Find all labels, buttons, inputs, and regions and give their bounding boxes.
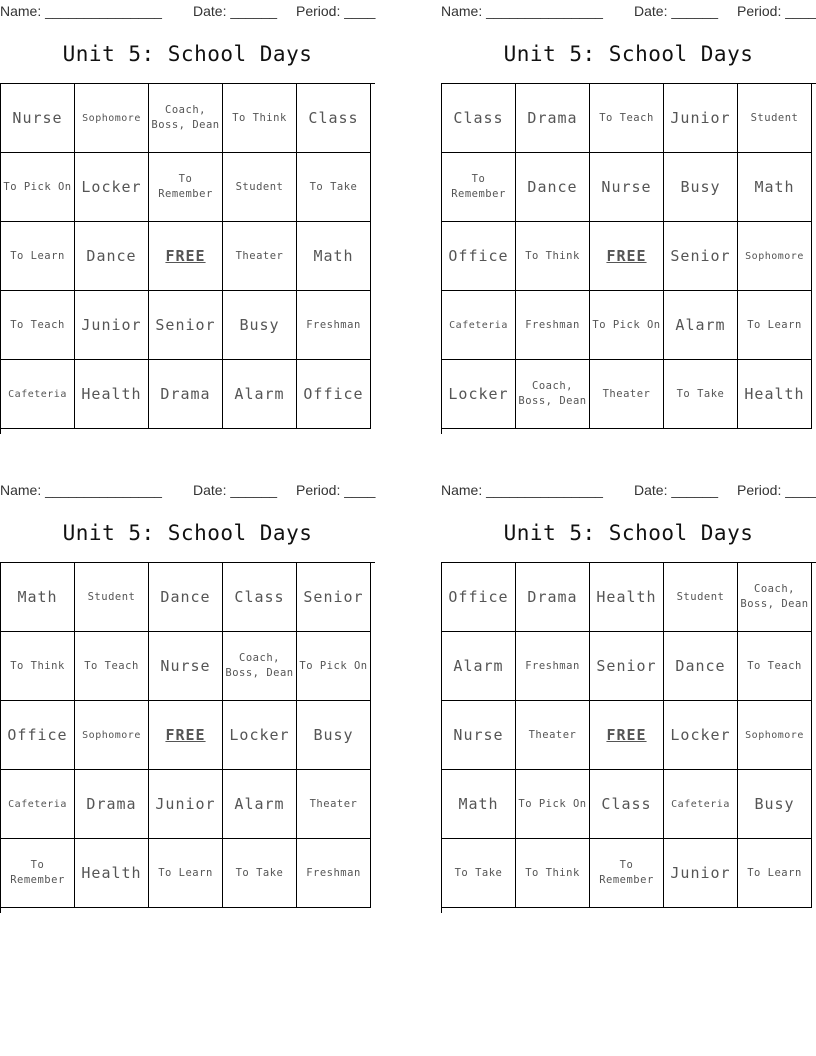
free-space: FREE [590, 701, 664, 770]
bingo-cell: Theater [297, 770, 371, 839]
bingo-cell: Nurse [149, 632, 223, 701]
bingo-cell: Locker [664, 701, 738, 770]
bingo-cell: Junior [664, 84, 738, 153]
card-title: Unit 5: School Days [62, 521, 313, 545]
bingo-grid [0, 562, 375, 913]
bingo-cell: Drama [516, 84, 590, 153]
bingo-cell: Freshman [297, 839, 371, 908]
bingo-cell: Alarm [223, 770, 297, 839]
bingo-cell: Busy [223, 291, 297, 360]
bingo-cell: Alarm [442, 632, 516, 701]
bingo-cell: To Remember [1, 839, 75, 908]
bingo-cell: Alarm [664, 291, 738, 360]
card-header [0, 479, 375, 499]
bingo-cell: To Think [516, 839, 590, 908]
bingo-cell: Office [442, 563, 516, 632]
bingo-cell: Coach, Boss, Dean [738, 563, 812, 632]
bingo-cell: Theater [516, 701, 590, 770]
bingo-cell: Locker [223, 701, 297, 770]
bingo-cell: Dance [149, 563, 223, 632]
bingo-cell: Dance [664, 632, 738, 701]
bingo-cell: Theater [590, 360, 664, 429]
bingo-cell: To Take [664, 360, 738, 429]
card-title: Unit 5: School Days [62, 42, 313, 66]
bingo-cell: To Take [297, 153, 371, 222]
date-label: Date: ______ [634, 3, 719, 19]
bingo-cell: To Pick On [590, 291, 664, 360]
bingo-cell: Drama [75, 770, 149, 839]
bingo-cell: Class [223, 563, 297, 632]
bingo-cell: Coach, Boss, Dean [149, 84, 223, 153]
bingo-cell: Cafeteria [664, 770, 738, 839]
bingo-cell: Office [442, 222, 516, 291]
bingo-cell: Math [297, 222, 371, 291]
date-label: Date: ______ [193, 482, 278, 498]
bingo-cell: To Take [442, 839, 516, 908]
bingo-cell: To Learn [738, 291, 812, 360]
bingo-cell: Cafeteria [1, 360, 75, 429]
bingo-cell: Junior [75, 291, 149, 360]
bingo-cell: Nurse [590, 153, 664, 222]
bingo-cell: Alarm [223, 360, 297, 429]
bingo-cell: Class [442, 84, 516, 153]
bingo-cell: To Pick On [297, 632, 371, 701]
bingo-cell: Junior [149, 770, 223, 839]
bingo-cell: To Teach [738, 632, 812, 701]
bingo-cell: Math [1, 563, 75, 632]
bingo-cell: Office [297, 360, 371, 429]
name-label: Name: _______________ [0, 482, 162, 498]
bingo-cell: Class [297, 84, 371, 153]
bingo-cell: To Think [1, 632, 75, 701]
bingo-cell: To Take [223, 839, 297, 908]
bingo-cell: Coach, Boss, Dean [223, 632, 297, 701]
period-label: Period: ____ [296, 3, 376, 19]
bingo-cell: To Remember [442, 153, 516, 222]
bingo-cell: Busy [738, 770, 812, 839]
bingo-cell: Sophomore [75, 701, 149, 770]
bingo-cell: To Learn [149, 839, 223, 908]
card-header [441, 479, 816, 499]
bingo-cell: Student [75, 563, 149, 632]
bingo-cell: Drama [516, 563, 590, 632]
bingo-cell: Health [75, 360, 149, 429]
bingo-cell: Senior [664, 222, 738, 291]
bingo-cell: Nurse [1, 84, 75, 153]
bingo-cell: To Learn [738, 839, 812, 908]
bingo-cell: To Pick On [1, 153, 75, 222]
bingo-cell: Math [442, 770, 516, 839]
period-label: Period: ____ [737, 3, 816, 19]
bingo-cell: Junior [664, 839, 738, 908]
bingo-cell: To Teach [75, 632, 149, 701]
bingo-grid [0, 83, 375, 434]
bingo-cell: Sophomore [75, 84, 149, 153]
bingo-cell: Dance [516, 153, 590, 222]
bingo-cell: Sophomore [738, 701, 812, 770]
bingo-cell: Locker [75, 153, 149, 222]
bingo-cell: Freshman [516, 632, 590, 701]
name-label: Name: _______________ [0, 3, 162, 19]
bingo-cell: Freshman [516, 291, 590, 360]
card-title: Unit 5: School Days [503, 42, 754, 66]
bingo-cell: Coach, Boss, Dean [516, 360, 590, 429]
bingo-cell: To Pick On [516, 770, 590, 839]
name-label: Name: _______________ [441, 482, 603, 498]
bingo-cell: Senior [297, 563, 371, 632]
bingo-cell: To Teach [1, 291, 75, 360]
bingo-cell: Health [738, 360, 812, 429]
bingo-cell: Freshman [297, 291, 371, 360]
name-label: Name: _______________ [441, 3, 603, 19]
bingo-cell: Math [738, 153, 812, 222]
bingo-cell: Health [590, 563, 664, 632]
bingo-cell: Student [664, 563, 738, 632]
free-space: FREE [590, 222, 664, 291]
bingo-cell: To Teach [590, 84, 664, 153]
bingo-cell: Senior [590, 632, 664, 701]
bingo-grid [441, 562, 816, 913]
bingo-cell: To Think [223, 84, 297, 153]
period-label: Period: ____ [737, 482, 816, 498]
bingo-cell: To Learn [1, 222, 75, 291]
bingo-cell: To Remember [590, 839, 664, 908]
bingo-cell: Busy [297, 701, 371, 770]
bingo-cell: Senior [149, 291, 223, 360]
bingo-cell: Cafeteria [1, 770, 75, 839]
free-space: FREE [149, 222, 223, 291]
bingo-cell: Student [223, 153, 297, 222]
bingo-cell: Drama [149, 360, 223, 429]
free-space: FREE [149, 701, 223, 770]
card-header [441, 0, 816, 20]
bingo-cell: Health [75, 839, 149, 908]
bingo-cell: Cafeteria [442, 291, 516, 360]
card-header [0, 0, 375, 20]
bingo-cell: Nurse [442, 701, 516, 770]
bingo-grid [441, 83, 816, 434]
bingo-cell: To Think [516, 222, 590, 291]
bingo-cell: Office [1, 701, 75, 770]
bingo-cell: To Remember [149, 153, 223, 222]
bingo-cell: Class [590, 770, 664, 839]
bingo-cell: Theater [223, 222, 297, 291]
date-label: Date: ______ [193, 3, 278, 19]
bingo-cell: Dance [75, 222, 149, 291]
date-label: Date: ______ [634, 482, 719, 498]
bingo-cell: Sophomore [738, 222, 812, 291]
bingo-cell: Locker [442, 360, 516, 429]
bingo-cell: Student [738, 84, 812, 153]
period-label: Period: ____ [296, 482, 376, 498]
bingo-cell: Busy [664, 153, 738, 222]
card-title: Unit 5: School Days [503, 521, 754, 545]
